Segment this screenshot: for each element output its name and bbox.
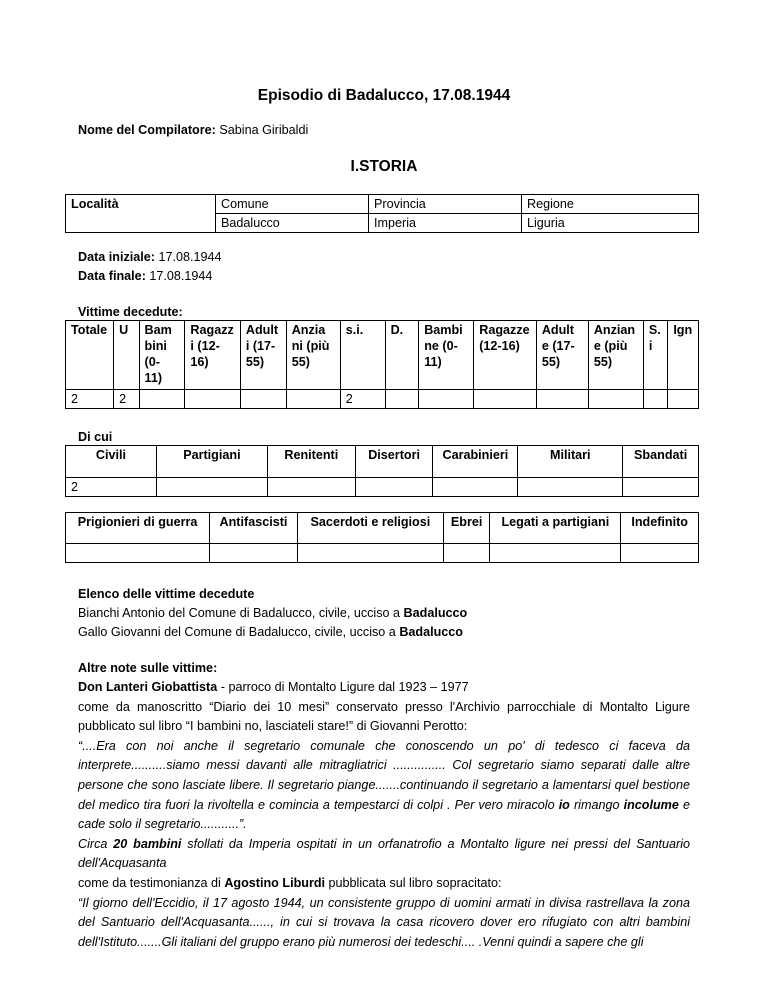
victims-header-line: 11) xyxy=(144,371,163,385)
victims-value-cell xyxy=(385,390,419,409)
quote-emphasis: io xyxy=(558,797,570,812)
notes-heading: Altre note sulle vittime: xyxy=(78,661,218,675)
victim-item-text: Gallo Giovanni del Comune di Badalucco, civile, ucciso a xyxy=(78,625,400,639)
victims-header-cell xyxy=(385,321,419,390)
category-header-cell: Legati a partigiani xyxy=(490,513,621,544)
children-text: Circa xyxy=(78,836,114,851)
start-date-label: Data iniziale: xyxy=(78,250,155,264)
compiler-value: Sabina Giribaldi xyxy=(219,123,309,137)
di-cui-value-cell xyxy=(518,478,623,497)
compiler-line xyxy=(78,121,690,140)
victims-header-line: e (più xyxy=(593,339,628,353)
category-header-cell: Prigionieri di guerra xyxy=(66,513,210,544)
quote-text: e cade solo il segretario...........”. xyxy=(78,797,690,832)
victims-value-cell: 2 xyxy=(66,390,114,409)
notes-body xyxy=(78,678,690,952)
victims-label: Vittime decedute: xyxy=(78,305,183,319)
witness-quote: “Il giorno dell'Eccidio, il 17 agosto 1944, un consistente gruppo di uomini armati in divisa rastrellava la zona del Santuario dell'Acquasanta......, in cui si trovava la casa ricovero dover ero rifugiato con altri bambini dell'Istituto.......Gli italiani del gruppo erano più numerosi dei tedeschi.... .Venni quindi a sapere che gli xyxy=(78,895,690,949)
victims-header-line: Totale xyxy=(71,323,108,337)
category-value-cell xyxy=(297,544,443,563)
provincia-label: Provincia xyxy=(369,195,522,214)
victims-value-cell xyxy=(668,390,699,409)
victims-header-line: (0- xyxy=(144,355,160,369)
victims-value-cell xyxy=(474,390,537,409)
victims-header-line: bini xyxy=(144,339,167,353)
priest-name: Don Lanteri Giobattista xyxy=(78,680,218,694)
di-cui-header-cell: Sbandati xyxy=(623,446,699,478)
comune-label: Comune xyxy=(216,195,369,214)
compiler-label: Nome del Compilatore: xyxy=(78,123,216,137)
victims-header-line: D. xyxy=(390,323,404,337)
di-cui-value-cell xyxy=(623,478,699,497)
victims-header-line: Anzian xyxy=(593,323,636,337)
priest-info: - parroco di Montalto Ligure dal 1923 – 1977 xyxy=(217,680,469,694)
category-header-cell: Antifascisti xyxy=(210,513,298,544)
witness-text: pubblicata sul libro sopracitato: xyxy=(325,875,502,890)
victims-header-cell xyxy=(536,321,588,390)
victims-header-line: Bambi xyxy=(424,323,463,337)
regione-value: Liguria xyxy=(522,214,699,233)
victims-table xyxy=(65,320,699,409)
victims-header-cell xyxy=(139,321,185,390)
victims-value-cell xyxy=(185,390,240,409)
victims-header-line: Adult xyxy=(541,323,575,337)
victims-value-cell xyxy=(139,390,185,409)
victims-value-cell xyxy=(419,390,474,409)
victims-header-cell xyxy=(340,321,385,390)
start-date-line xyxy=(78,248,690,267)
start-date-value: 17.08.1944 xyxy=(158,250,222,264)
end-date-label: Data finale: xyxy=(78,269,146,283)
victim-item-place: Badalucco xyxy=(403,606,468,620)
priest-line xyxy=(78,678,690,698)
end-date-line xyxy=(78,267,690,286)
quote-text: “....Era con noi anche il segretario comunale che conoscendo un po' di tedesco ci faceva da interprete..........siamo messi davanti alle mitragliatrici ............... Col segretario siamo separati dalle altre persone che sono lasciate libere. Il segretario piange.......continuando il segretario a lamentarsi quel bestione del medico tira fuori la rivoltella e comincia a tempestarci di colpi . Per vero miracolo xyxy=(78,738,690,812)
victims-list-heading: Elenco delle vittime decedute xyxy=(78,587,255,601)
di-cui-header-cell: Militari xyxy=(518,446,623,478)
regione-label: Regione xyxy=(522,195,699,214)
category-value-cell xyxy=(621,544,699,563)
victims-header-line: U xyxy=(119,323,129,337)
victims-header-line: e (17- xyxy=(541,339,575,353)
victims-header-line: 16) xyxy=(190,355,209,369)
witness-text: come da testimonianza di xyxy=(78,875,225,890)
victims-header-line: Anzia xyxy=(291,323,326,337)
category-value-cell xyxy=(443,544,489,563)
end-date-value: 17.08.1944 xyxy=(149,269,213,283)
victims-header-cell xyxy=(66,321,114,390)
victims-header-line: i xyxy=(648,339,653,353)
section-title: I.STORIA xyxy=(350,158,418,175)
victim-item-text: Bianchi Antonio del Comune di Badalucco, civile, ucciso a xyxy=(78,606,404,620)
children-paragraph xyxy=(78,835,690,874)
di-cui-header-cell: Renitenti xyxy=(267,446,355,478)
victims-header-line: 55) xyxy=(291,355,310,369)
victims-header-line: i (17- xyxy=(245,339,276,353)
victims-header-line: ni (più xyxy=(291,339,330,353)
di-cui-value-cell xyxy=(355,478,433,497)
victims-header-line: 11) xyxy=(424,355,442,369)
victims-value-cell: 2 xyxy=(114,390,139,409)
victims-header-cell xyxy=(668,321,699,390)
victims-value-cell: 2 xyxy=(340,390,385,409)
di-cui-value-cell xyxy=(267,478,355,497)
victims-header-line: s.i. xyxy=(345,323,364,337)
victims-header-cell xyxy=(643,321,667,390)
provincia-value: Imperia xyxy=(369,214,522,233)
victims-header-cell xyxy=(240,321,286,390)
di-cui-header-cell: Disertori xyxy=(355,446,433,478)
di-cui-label: Di cui xyxy=(78,430,113,444)
victims-header-line: ne (0- xyxy=(424,339,458,353)
witness-name: Agostino Liburdi xyxy=(224,875,326,890)
document-title: Episodio di Badalucco, 17.08.1944 xyxy=(257,87,511,104)
victims-value-cell xyxy=(240,390,286,409)
category-value-cell xyxy=(66,544,210,563)
category-header-cell: Sacerdoti e religiosi xyxy=(297,513,443,544)
category-header-cell: Indefinito xyxy=(621,513,699,544)
victims-header-cell xyxy=(114,321,139,390)
victim-item-place: Badalucco xyxy=(399,625,464,639)
di-cui-table xyxy=(65,445,699,497)
di-cui-header-cell: Carabinieri xyxy=(433,446,518,478)
category-value-cell xyxy=(210,544,298,563)
children-text: sfollati da Imperia ospitati in un orfanatrofio a Montalto ligure nei pressi del Santuario dell'Acquasanta xyxy=(78,836,691,871)
victims-value-cell xyxy=(588,390,643,409)
localita-label: Località xyxy=(66,195,216,233)
victims-header-line: (12-16) xyxy=(479,339,520,353)
quote-text: rimango xyxy=(569,797,624,812)
victims-header-cell xyxy=(474,321,537,390)
category-header-cell: Ebrei xyxy=(443,513,489,544)
victim-item xyxy=(78,604,690,623)
victim-item xyxy=(78,623,690,642)
categories-table xyxy=(65,512,699,563)
victims-header-cell xyxy=(185,321,240,390)
comune-value: Badalucco xyxy=(216,214,369,233)
di-cui-value-cell xyxy=(156,478,267,497)
victims-value-cell xyxy=(536,390,588,409)
category-value-cell xyxy=(490,544,621,563)
victims-header-cell xyxy=(419,321,474,390)
victims-value-cell xyxy=(286,390,340,409)
victims-header-cell xyxy=(286,321,340,390)
victims-header-line: Bam xyxy=(144,323,172,337)
victims-value-cell xyxy=(643,390,667,409)
victims-header-line: Adult xyxy=(245,323,279,337)
di-cui-header-cell: Partigiani xyxy=(156,446,267,478)
source-paragraph: come da manoscritto “Diario dei 10 mesi” conservato presso l'Archivio parrocchiale di Montalto Ligure pubblicato sul libro “I bambini no, lasciateli stare!” di Giovanni Perotto: xyxy=(78,699,690,734)
quote-emphasis: incolume xyxy=(623,797,679,812)
victims-header-line: 55) xyxy=(245,355,265,369)
children-count: 20 bambini xyxy=(113,836,182,851)
victims-header-line: Ragazz xyxy=(190,323,234,337)
victims-header-line: Ragazze xyxy=(479,323,530,337)
priest-quote xyxy=(78,737,690,835)
victims-header-line: 55) xyxy=(593,355,613,369)
di-cui-value-cell: 2 xyxy=(66,478,157,497)
location-table xyxy=(65,194,699,233)
di-cui-value-cell xyxy=(433,478,518,497)
victims-header-line: S. xyxy=(648,323,661,337)
victims-header-line: 55) xyxy=(541,355,561,369)
victims-header-line: Ign xyxy=(673,323,693,337)
victims-header-line: i (12- xyxy=(190,339,220,353)
victims-header-cell xyxy=(588,321,643,390)
witness-line xyxy=(78,874,690,894)
di-cui-header-cell: Civili xyxy=(66,446,157,478)
